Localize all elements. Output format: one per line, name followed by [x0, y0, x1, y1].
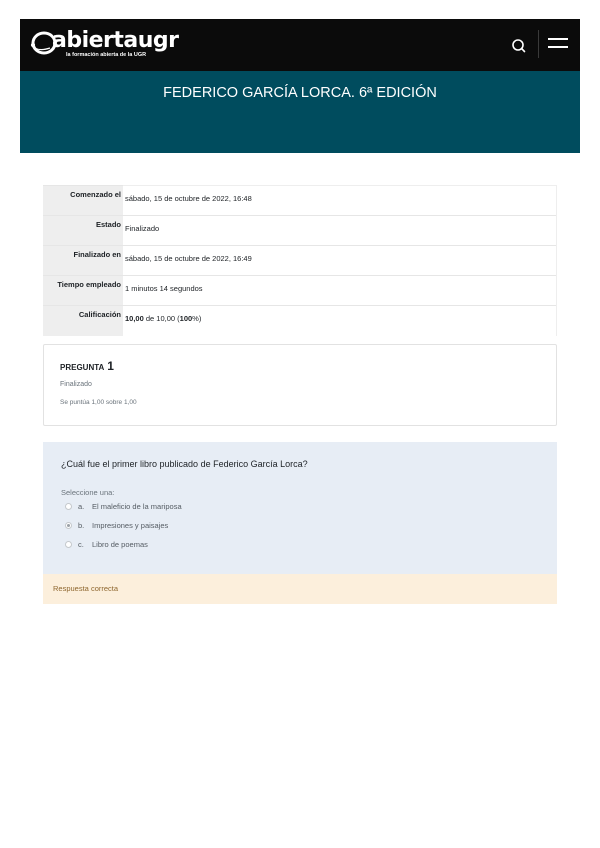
logo-wordmark: abiertaugr: [52, 28, 179, 53]
question-number-value: 1: [107, 359, 114, 373]
radio-button[interactable]: [65, 541, 72, 548]
question-formulation: [43, 442, 557, 574]
answer-option-c[interactable]: [65, 540, 148, 549]
summary-label: Tiempo empleado: [43, 276, 123, 306]
feedback-text: Respuesta correcta: [53, 584, 119, 593]
summary-row-grade: [43, 306, 557, 336]
search-button[interactable]: [508, 35, 530, 57]
summary-label: Comenzado el: [43, 186, 123, 216]
course-title: FEDERICO GARCÍA LORCA. 6ª EDICIÓN: [163, 85, 437, 101]
question-label: PREGUNTA: [60, 363, 105, 372]
summary-value: [123, 306, 557, 336]
hamburger-menu-icon: [548, 46, 568, 48]
summary-value: Finalizado: [123, 216, 557, 246]
option-letter: b.: [78, 521, 85, 530]
grade-of: de 10,00 (: [145, 314, 180, 323]
question-state: Finalizado: [60, 381, 92, 388]
answer-prompt: Seleccione una:: [61, 488, 115, 497]
site-logo[interactable]: [30, 28, 179, 62]
radio-button[interactable]: [65, 522, 72, 529]
summary-label: Finalizado en: [43, 246, 123, 276]
grade-percent: 100: [179, 314, 193, 323]
summary-label: Calificación: [43, 306, 123, 336]
option-label: Impresiones y paisajes: [92, 521, 169, 530]
summary-label: Estado: [43, 216, 123, 246]
question-grade: Se puntúa 1,00 sobre 1,00: [60, 399, 137, 406]
question-info-box: [43, 344, 557, 426]
logo-subtitle: la formación abierta de la UGR: [66, 52, 147, 58]
answer-option-b[interactable]: [65, 521, 168, 530]
summary-row-started: [43, 186, 557, 216]
option-label: Libro de poemas: [92, 540, 148, 549]
option-letter: c.: [78, 540, 84, 549]
question-outcome: [43, 574, 557, 604]
top-navbar: [20, 19, 580, 71]
attempt-summary-table: [43, 185, 557, 336]
hamburger-menu-icon: [548, 38, 568, 40]
question-number: [60, 359, 114, 375]
option-letter: a.: [78, 502, 85, 511]
course-banner: [20, 71, 580, 153]
summary-value: sábado, 15 de octubre de 2022, 16:48: [123, 186, 557, 216]
summary-value: 1 minutos 14 segundos: [123, 276, 557, 306]
grade-suffix: %): [192, 314, 202, 323]
answer-option-a[interactable]: [65, 502, 182, 511]
radio-button[interactable]: [65, 503, 72, 510]
menu-button[interactable]: [548, 36, 568, 52]
option-label: El maleficio de la mariposa: [92, 502, 182, 511]
summary-row-time-taken: [43, 276, 557, 306]
summary-row-state: [43, 216, 557, 246]
search-icon: [508, 35, 530, 57]
summary-value: sábado, 15 de octubre de 2022, 16:49: [123, 246, 557, 276]
summary-row-finished: [43, 246, 557, 276]
question-text: ¿Cuál fue el primer libro publicado de Federico García Lorca?: [61, 459, 308, 469]
navbar-divider: [538, 30, 539, 58]
grade-score: 10,00: [125, 314, 144, 323]
